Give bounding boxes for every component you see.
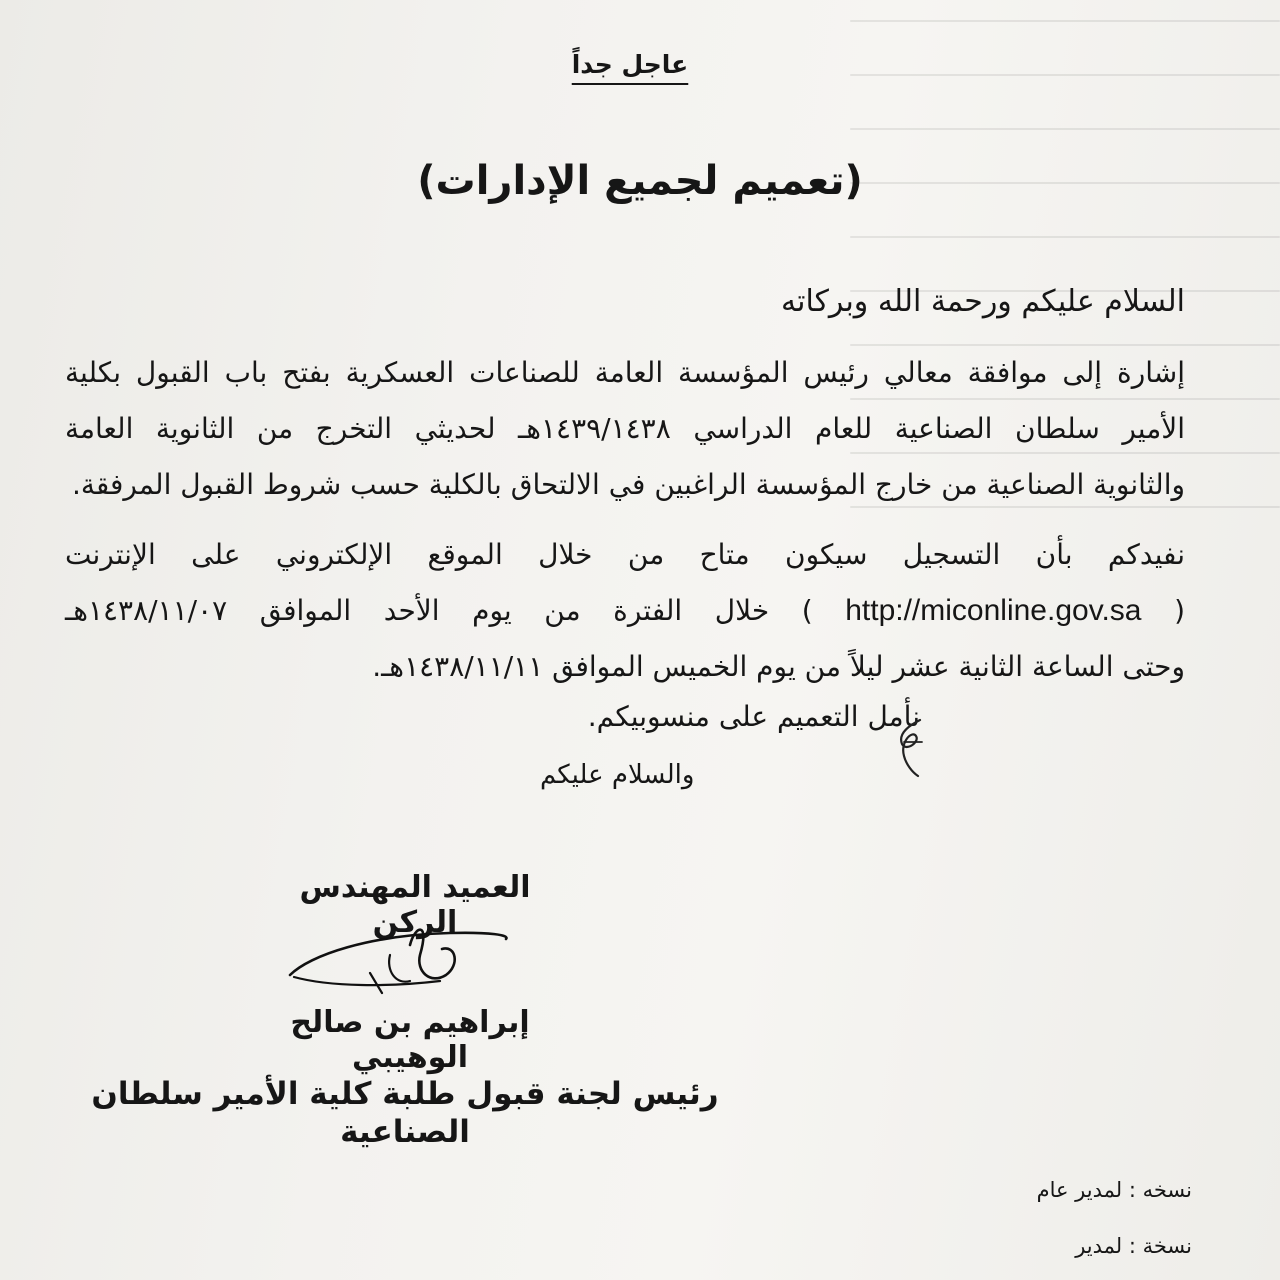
registration-url: http://miconline.gov.sa	[845, 594, 1142, 627]
signatory-rank: العميد المهندس الركن	[299, 870, 531, 940]
copy-recipient: نسخة : لمدير	[1075, 1234, 1192, 1258]
paren-open: (	[1174, 594, 1185, 627]
paragraph2-line: نفيدكم بأن التسجيل سيكون متاح من خلال الموقع الإلكتروني على الإنترنت	[65, 538, 1185, 571]
request-text: نأمل التعميم على منسوبيكم.	[587, 700, 920, 733]
closing-salutation: والسلام عليكم	[540, 760, 695, 790]
period-start-text: ) خلال الفترة من يوم الأحد الموافق ١٤٣٨/١١/٠٧هـ	[65, 594, 813, 627]
paragraph1-line: إشارة إلى موافقة معالي رئيس المؤسسة العامة للصناعات العسكرية بفتح باب القبول بكلية	[65, 356, 1185, 389]
greeting: السلام عليكم ورحمة الله وبركاته	[781, 284, 1185, 319]
paragraph2-line: وحتى الساعة الثانية عشر ليلاً من يوم الخميس الموافق ١٤٣٨/١١/١١هـ.	[372, 650, 1185, 683]
circular-title: (تعميم لجميع الإدارات)	[417, 158, 863, 204]
copy-recipient: نسخه : لمدير عام	[1036, 1178, 1192, 1202]
paragraph1-line: والثانوية الصناعية من خارج المؤسسة الراغبين في الالتحاق بالكلية حسب شروط القبول المرفقة.	[71, 468, 1185, 501]
paragraph2-line	[65, 583, 1185, 639]
signatory-name: إبراهيم بن صالح الوهيبي	[290, 1005, 530, 1075]
handwritten-initials	[890, 712, 930, 782]
urgent-label: عاجل جداً	[571, 50, 689, 79]
signatory-title: رئيس لجنة قبول طلبة كلية الأمير سلطان الصناعية	[91, 1076, 719, 1150]
paragraph-registration-period	[65, 527, 1185, 695]
paragraph-admission-approval	[65, 345, 1185, 513]
paragraph1-line: الأمير سلطان الصناعية للعام الدراسي ١٤٣٩/١٤٣٨هـ لحديثي التخرج من الثانوية العامة	[65, 412, 1185, 445]
